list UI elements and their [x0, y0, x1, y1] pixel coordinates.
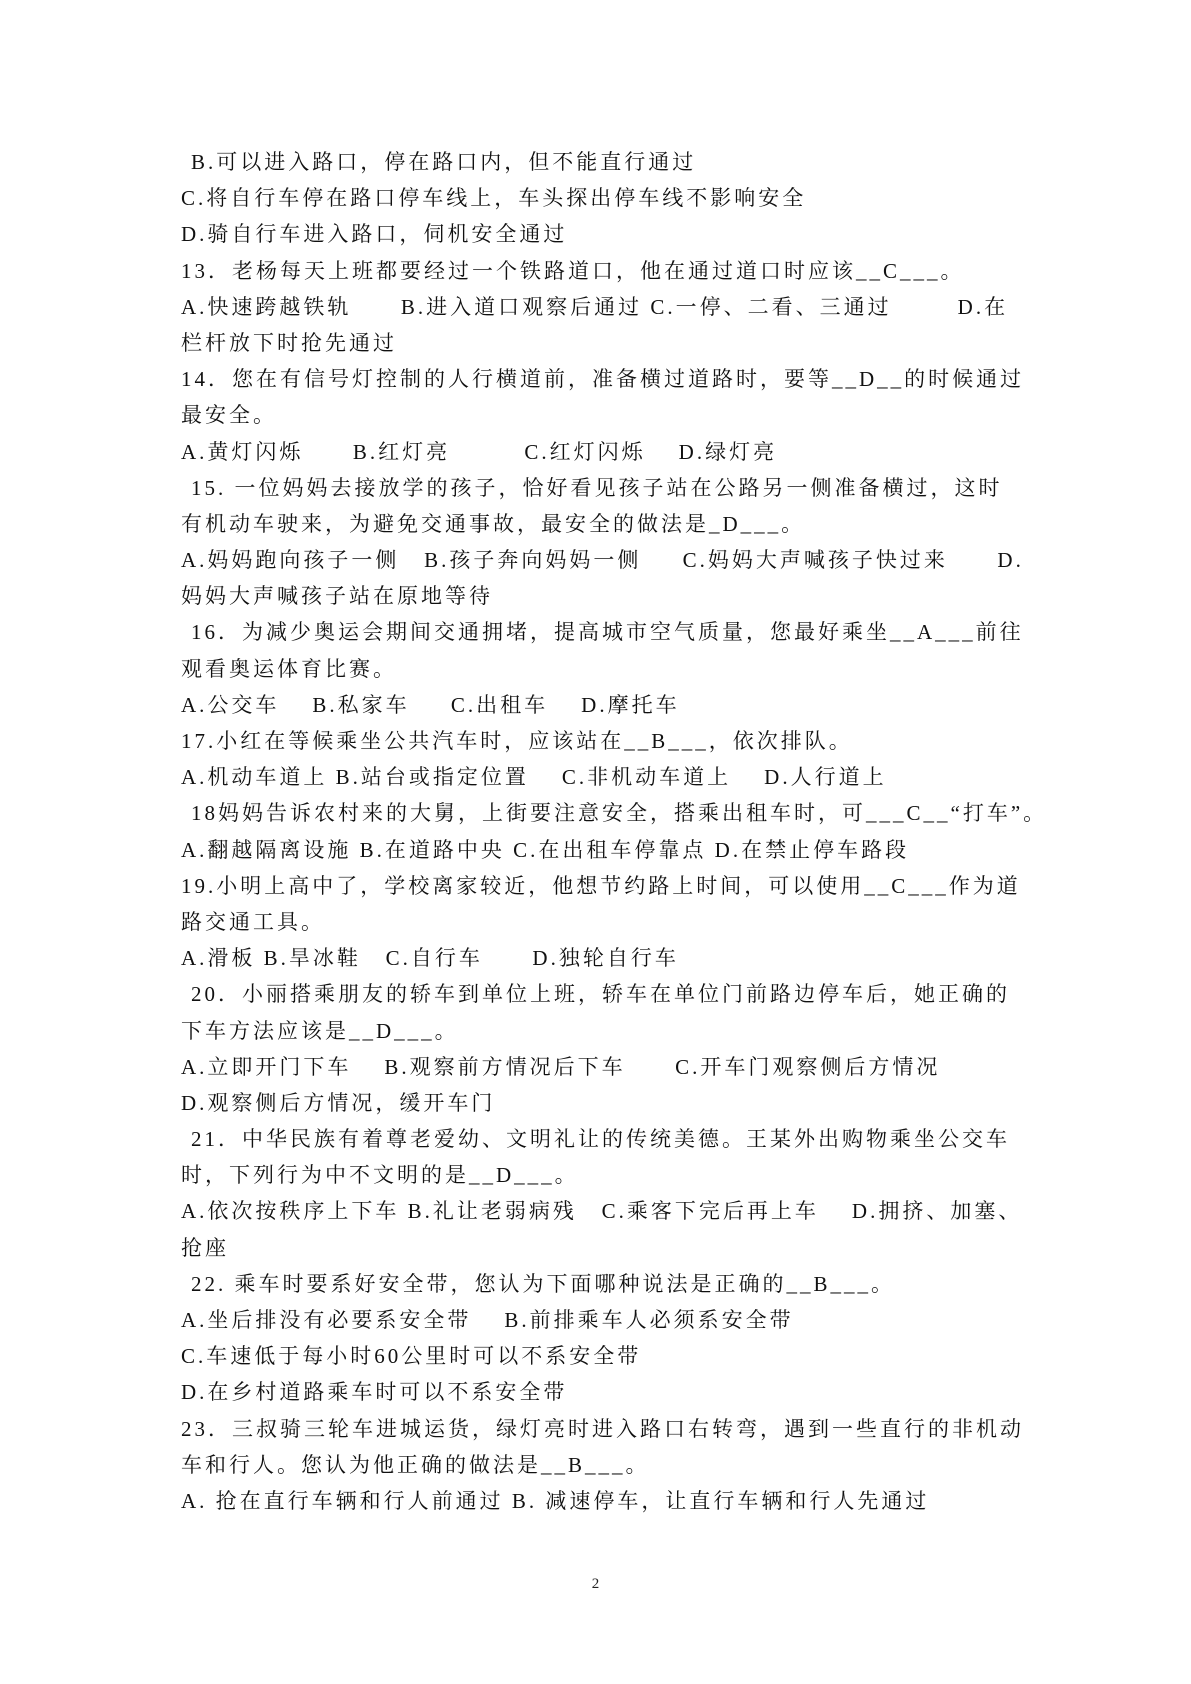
q20-stem-cont: 下车方法应该是__D___。 [181, 1018, 459, 1043]
q13-stem: 13．老杨每天上班都要经过一个铁路道口，他在通过道口时应该__C___。 [181, 258, 965, 283]
q15-stem-cont: 有机动车驶来，为避免交通事故，最安全的做法是_D___。 [181, 511, 806, 536]
q12-option-c: C.将自行车停在路口停车线上，车头探出停车线不影响安全 [181, 186, 807, 211]
q14-stem-cont: 最安全。 [181, 403, 277, 428]
document-body [181, 144, 1061, 1519]
q17-options: A.机动车道上 B.站台或指定位置 C.非机动车道上 D.人行道上 [181, 765, 887, 790]
q20-stem: 20．小丽搭乘朋友的轿车到单位上班，轿车在单位门前路边停车后，她正确的 [191, 982, 1010, 1007]
q16-stem: 16．为减少奥运会期间交通拥堵，提高城市空气质量，您最好乘坐__A___前往 [191, 620, 1024, 645]
q16-options: A.公交车 B.私家车 C.出租车 D.摩托车 [181, 692, 680, 717]
q22-option-d: D.在乡村道路乘车时可以不系安全带 [181, 1380, 568, 1405]
q14-options: A.黄灯闪烁 B.红灯亮 C.红灯闪烁 D.绿灯亮 [181, 439, 778, 464]
q16-stem-cont: 观看奥运体育比赛。 [181, 656, 397, 681]
q21-stem: 21．中华民族有着尊老爱幼、文明礼让的传统美德。王某外出购物乘坐公交车 [191, 1127, 1010, 1152]
q15-options-cont: 妈妈大声喊孩子站在原地等待 [181, 584, 493, 609]
q13-options: A.快速跨越铁轨 B.进入道口观察后通过 C.一停、二看、三通过 D.在 [181, 294, 1009, 319]
q22-option-c: C.车速低于每小时60公里时可以不系安全带 [181, 1344, 642, 1369]
q19-options: A.滑板 B.旱冰鞋 C.自行车 D.独轮自行车 [181, 946, 679, 971]
q22-options: A.坐后排没有必要系安全带 B.前排乘车人必须系安全带 [181, 1308, 794, 1332]
q15-options: A.妈妈跑向孩子一侧 B.孩子奔向妈妈一侧 C.妈妈大声喊孩子快过来 D. [181, 548, 1024, 573]
q18-options: A.翻越隔离设施 B.在道路中央 C.在出租车停靠点 D.在禁止停车路段 [181, 837, 910, 862]
q23-options: A. 抢在直行车辆和行人前通过 B. 减速停车，让直行车辆和行人先通过 [181, 1488, 930, 1513]
q12-option-d: D.骑自行车进入路口，伺机安全通过 [181, 222, 568, 247]
q14-stem: 14．您在有信号灯控制的人行横道前，准备横过道路时，要等__D__的时候通过 [181, 367, 1025, 392]
q23-stem-cont: 车和行人。您认为他正确的做法是__B___。 [181, 1452, 650, 1477]
q18-stem: 18妈妈告诉农村来的大舅，上街要注意安全，搭乘出租车时，可___C__“打车”。 [191, 801, 1048, 826]
q15-stem: 15. 一位妈妈去接放学的孩子，恰好看见孩子站在公路另一侧准备横过，这时 [191, 475, 1003, 500]
q20-options-cont: D.观察侧后方情况，缓开车门 [181, 1090, 496, 1115]
q13-options-cont: 栏杆放下时抢先通过 [181, 330, 397, 355]
q19-stem: 19.小明上高中了，学校离家较近，他想节约路上时间，可以使用__C___作为道 [181, 873, 1021, 898]
q21-options-cont: 抢座 [181, 1235, 229, 1260]
q21-stem-cont: 时，下列行为中不文明的是__D___。 [181, 1163, 579, 1188]
q23-stem: 23．三叔骑三轮车进城运货，绿灯亮时进入路口右转弯，遇到一些直行的非机动 [181, 1416, 1024, 1441]
q21-options: A.依次按秩序上下车 B.礼让老弱病残 C.乘客下完后再上车 D.拥挤、加塞、 [181, 1199, 1023, 1224]
q17-stem: 17.小红在等候乘坐公共汽车时，应该站在__B___，依次排队。 [181, 729, 853, 753]
q12-option-b: B.可以进入路口，停在路口内，但不能直行通过 [191, 150, 697, 174]
page-number: 2 [591, 1576, 600, 1592]
q20-options: A.立即开门下车 B.观察前方情况后下车 C.开车门观察侧后方情况 [181, 1054, 941, 1079]
q19-stem-cont: 路交通工具。 [181, 909, 325, 934]
q22-stem: 22. 乘车时要系好安全带，您认为下面哪种说法是正确的__B___。 [191, 1271, 896, 1296]
